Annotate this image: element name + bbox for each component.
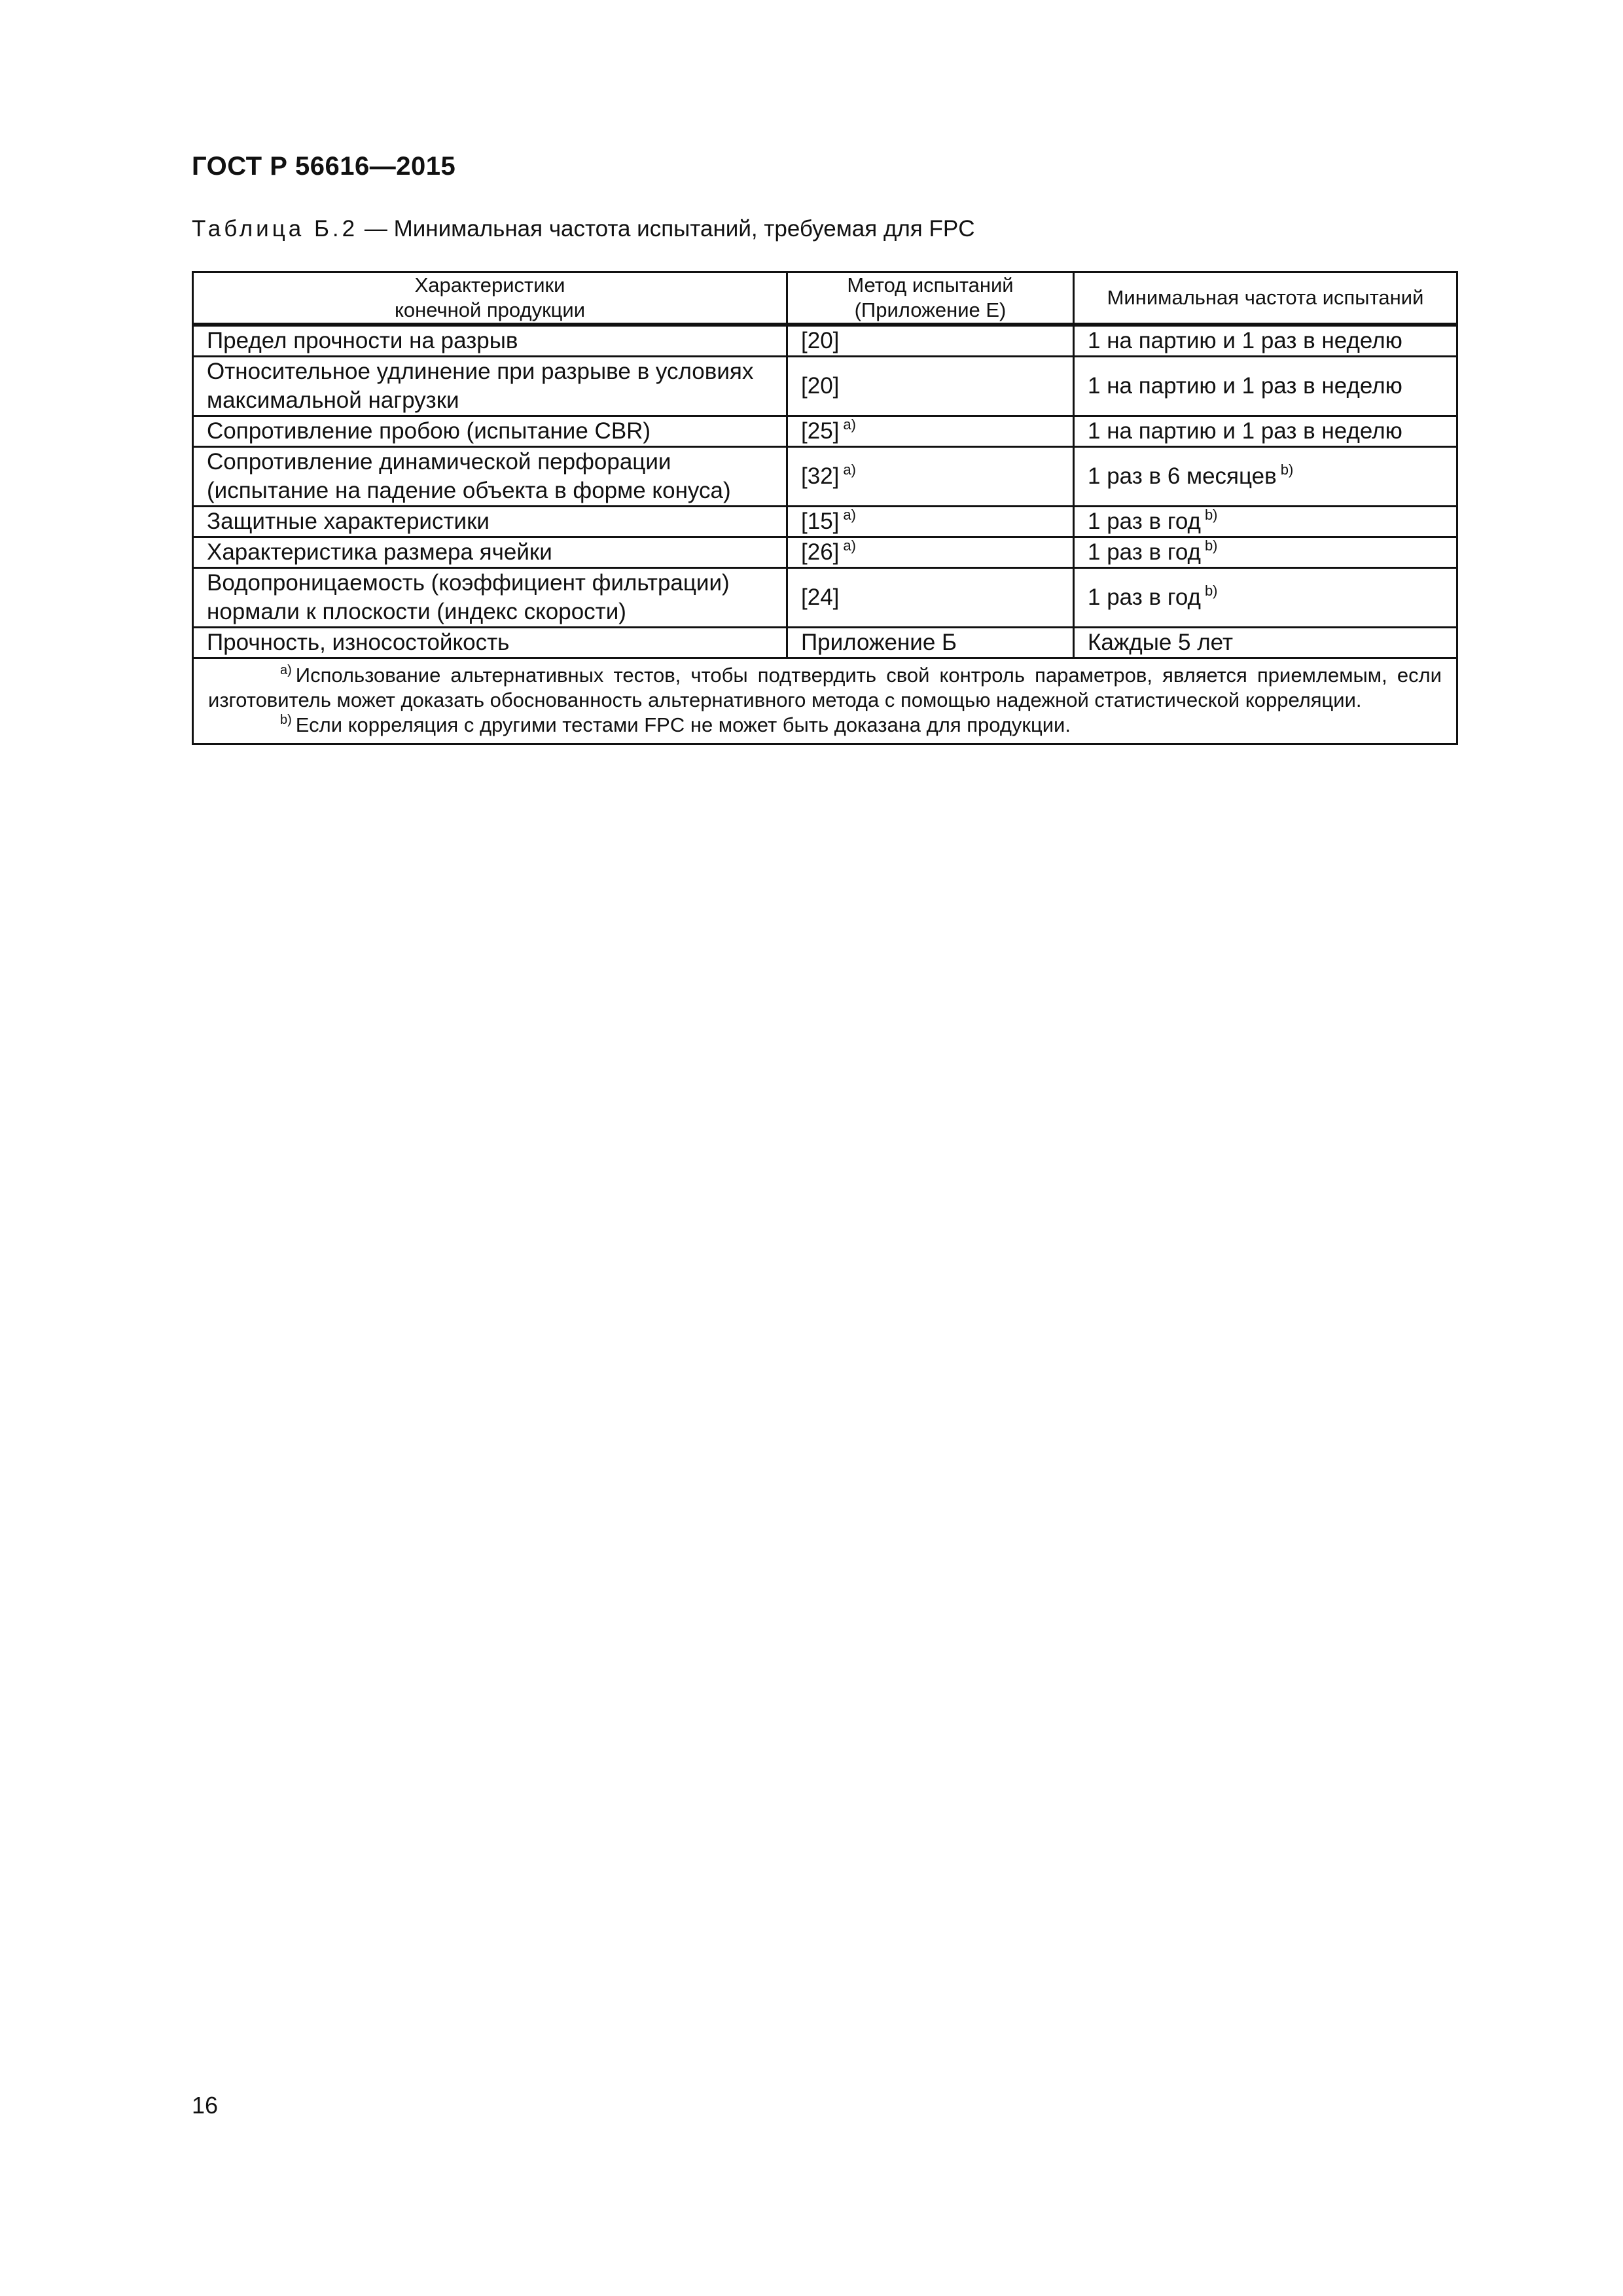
- frequency-value: 1 раз в год: [1088, 584, 1201, 610]
- characteristic-cell: Сопротивление пробою (испытание CBR): [193, 416, 787, 447]
- table-row: [193, 568, 1457, 628]
- frequency-value: 1 на партию и 1 раз в неделю: [1088, 373, 1402, 399]
- column-header-line: (Приложение Е): [854, 298, 1007, 321]
- frequency-cell: [1074, 416, 1457, 447]
- footnote-mark: а): [280, 663, 292, 677]
- method-cell: [787, 507, 1074, 537]
- frequency-cell: [1074, 568, 1457, 628]
- table-row: [193, 325, 1457, 357]
- characteristic-cell: Водопроницаемость (коэффициент фильтрации) нормали к плоскости (индекс скорости): [193, 568, 787, 628]
- column-header-line: конечной продукции: [394, 298, 586, 321]
- table-row: [193, 507, 1457, 537]
- table-header-row: [193, 272, 1457, 325]
- frequency-cell: [1074, 325, 1457, 357]
- footnote-marker: а): [843, 537, 856, 554]
- footnote-marker: b): [1204, 507, 1218, 523]
- method-reference: [26]: [801, 539, 840, 565]
- method-cell: [787, 447, 1074, 507]
- table-row: [193, 416, 1457, 447]
- frequency-cell: [1074, 628, 1457, 658]
- table-caption-label: Таблица Б.2: [192, 216, 359, 242]
- footnote-text: Использование альтернативных тестов, чтобы подтвердить свой контроль параметров, является приемлемым, если изготовитель может доказать обоснованность альтернативного метода с помощью надежной статистической корреляции.: [208, 664, 1442, 711]
- frequency-value: 1 на партию и 1 раз в неделю: [1088, 418, 1402, 444]
- characteristic-cell: Характеристика размера ячейки: [193, 537, 787, 568]
- footnote-marker: а): [843, 416, 856, 433]
- characteristic-cell: Прочность, износостойкость: [193, 628, 787, 658]
- table-caption: [192, 216, 974, 242]
- column-header-line: Метод испытаний: [847, 274, 1014, 296]
- footnote-marker: а): [843, 507, 856, 523]
- characteristic-cell: Предел прочности на разрыв: [193, 325, 787, 357]
- table-row: [193, 357, 1457, 416]
- method-cell: [787, 537, 1074, 568]
- table-row: [193, 537, 1457, 568]
- footnote-marker: b): [1280, 461, 1294, 478]
- frequency-cell: [1074, 537, 1457, 568]
- column-header-line: Характеристики: [414, 274, 565, 296]
- method-cell: [787, 628, 1074, 658]
- characteristic-cell: Сопротивление динамической перфорации (испытание на падение объекта в форме конуса): [193, 447, 787, 507]
- method-reference: Приложение Б: [801, 630, 957, 655]
- page-number: 16: [192, 2092, 219, 2119]
- footnote-marker: b): [1204, 537, 1218, 554]
- document-code: ГОСТ Р 56616—2015: [192, 152, 456, 181]
- frequency-value: 1 на партию и 1 раз в неделю: [1088, 328, 1402, 353]
- method-reference: [25]: [801, 418, 840, 444]
- footnote-text: Если корреляция с другими тестами FPC не может быть доказана для продукции.: [295, 713, 1071, 736]
- characteristic-cell: Относительное удлинение при разрыве в условиях максимальной нагрузки: [193, 357, 787, 416]
- method-cell: [787, 568, 1074, 628]
- footnote-a: [208, 663, 1442, 713]
- method-reference: [32]: [801, 463, 840, 489]
- frequency-value: 1 раз в 6 месяцев: [1088, 463, 1277, 489]
- frequency-cell: [1074, 507, 1457, 537]
- method-reference: [24]: [801, 584, 840, 610]
- frequency-value: 1 раз в год: [1088, 509, 1201, 534]
- table-row: [193, 447, 1457, 507]
- frequency-cell: [1074, 357, 1457, 416]
- footnote-b: [208, 713, 1442, 738]
- table-footnotes: [193, 658, 1457, 744]
- method-reference: [20]: [801, 328, 840, 353]
- table-caption-text: Минимальная частота испытаний, требуемая для FPC: [393, 216, 975, 242]
- method-cell: [787, 357, 1074, 416]
- method-reference: [15]: [801, 509, 840, 534]
- frequency-cell: [1074, 447, 1457, 507]
- footnote-marker: b): [1204, 583, 1218, 599]
- method-cell: [787, 325, 1074, 357]
- frequency-value: Каждые 5 лет: [1088, 630, 1233, 655]
- table-caption-dash: —: [358, 216, 394, 242]
- column-header-line: Минимальная частота испытаний: [1107, 286, 1424, 309]
- method-reference: [20]: [801, 373, 840, 399]
- column-header-method: [787, 272, 1074, 325]
- test-frequency-table: [192, 271, 1458, 745]
- characteristic-cell: Защитные характеристики: [193, 507, 787, 537]
- footnote-mark: b): [280, 713, 292, 727]
- table-row: [193, 628, 1457, 658]
- column-header-frequency: [1074, 272, 1457, 325]
- table-footnotes-row: [193, 658, 1457, 744]
- frequency-value: 1 раз в год: [1088, 539, 1201, 565]
- footnote-marker: а): [843, 461, 856, 478]
- method-cell: [787, 416, 1074, 447]
- column-header-characteristic: [193, 272, 787, 325]
